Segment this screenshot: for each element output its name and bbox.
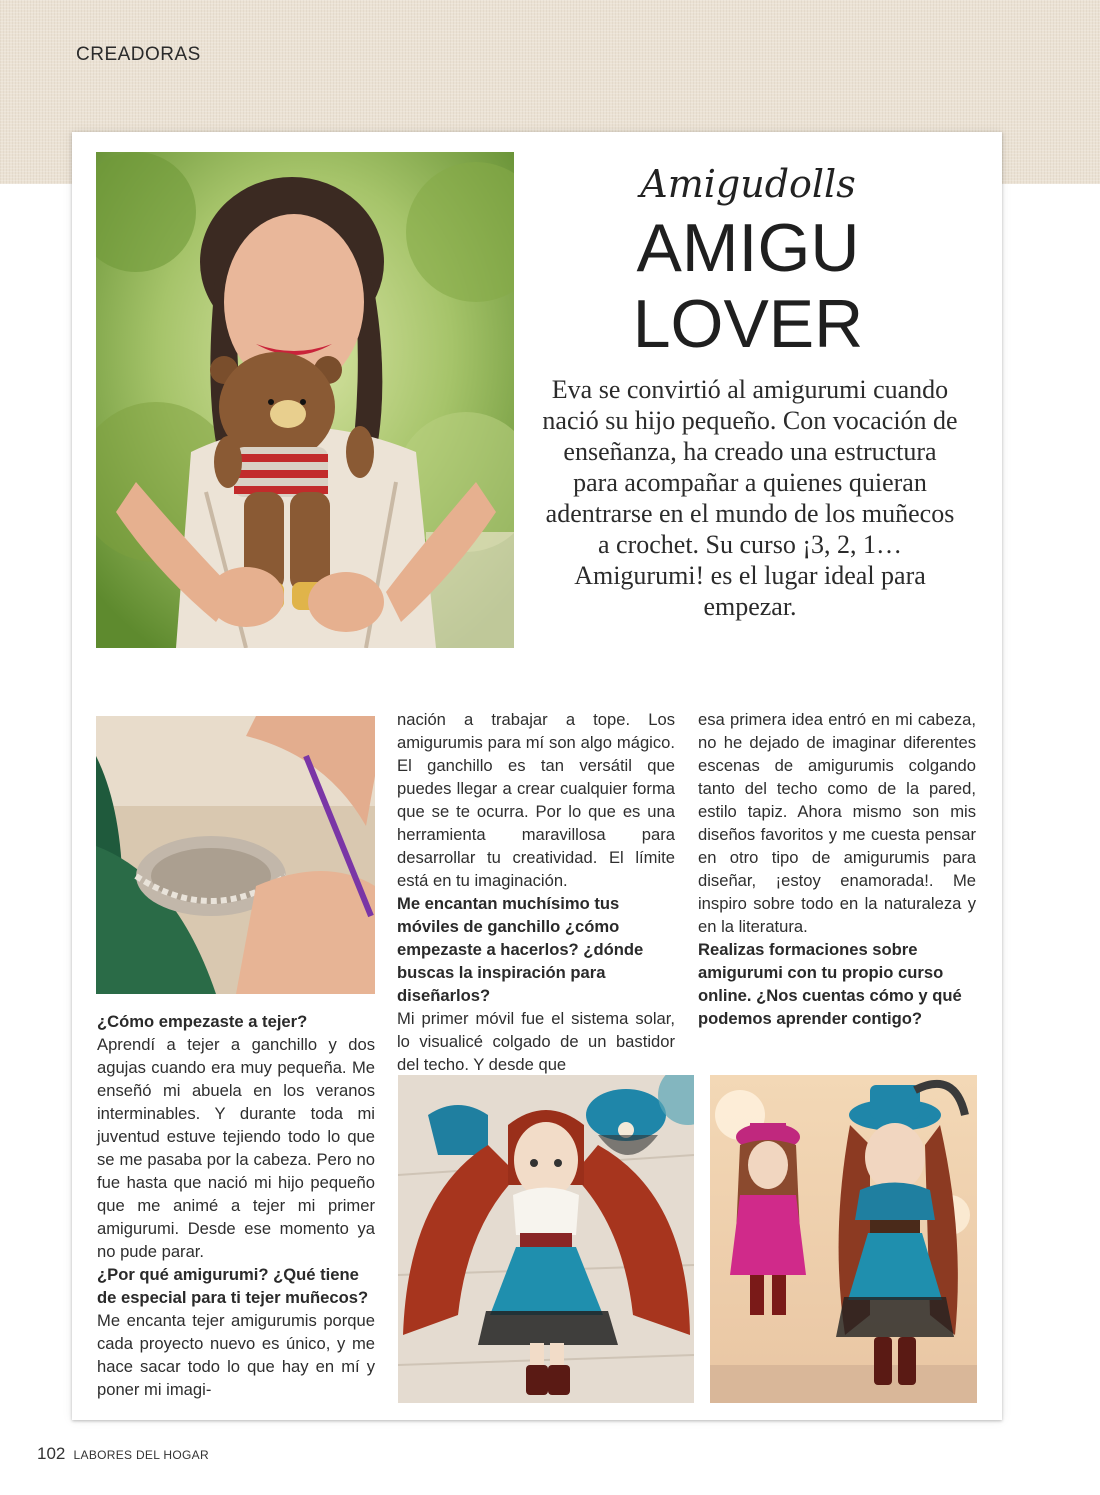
answer-3-continued: esa primera idea entró en mi cabeza, no he dejado de imaginar diferentes escenas de amigurumis colgando tanto del techo como de la pared, estilo tapiz. Ahora mismo son mis diseños favoritos y me cuesta pensar en otro tipo de amigurumis para diseñar, ¡estoy enamorada!. Me inspiro sobre todo en la naturaleza y en la literatura. [698,710,976,936]
question-3: Me encantan muchísimo tus móviles de ganchillo ¿cómo empezaste a hacerlos? ¿dónde buscas la inspiración para diseñarlos? [397,894,644,1005]
script-subtitle: Amigudolls [640,162,856,206]
answer-2-continued: nación a trabajar a tope. Los amigurumis para mí son algo mágico. El ganchillo es tan versátil que puedes llegar a crear cualquier forma que se te ocurra. Por lo que es una herramienta maravillosa para desarrollar tu creatividad. El límite está en tu imaginación. [397,710,675,890]
title-line-2: LOVER [632,286,864,362]
crochet-hands-photo [96,716,375,994]
section-label: CREADORAS [76,44,201,65]
page-footer [37,1444,209,1464]
intro-paragraph: Eva se convirtió al amigurumi cuando nació su hijo pequeño. Con vocación de enseñanza, ha creado una estructura para acompañar a quienes quieran adentrarse en el mundo de los muñecos a crochet. Su curso ¡3, 2, 1… Amigurumi! es el lugar ideal para empezar. [542,375,958,621]
title-line-1: AMIGU [636,210,860,286]
portrait-photo-woman-with-bear [96,152,514,648]
question-2: ¿Por qué amigurumi? ¿Qué tiene de especial para ti tejer muñecos? [97,1265,369,1307]
article-title [520,210,976,362]
answer-3: Mi primer móvil fue el sistema solar, lo visualicé colgado de un bastidor del techo. Y desde que [397,1009,675,1074]
doll-lying-photo [398,1075,694,1403]
page-number: 102 [37,1444,66,1463]
text-column-1 [97,1010,375,1401]
text-column-2 [397,708,675,1076]
answer-1: Aprendí a tejer a ganchillo y dos agujas cuando era muy pequeña. Me enseñó mi abuela en los veranos interminables. Y durante toda mi juventud estuve tejiendo todo lo que se me pasaba por la cabeza. Pero no fue hasta que nació mi hijo pequeño que me animé a tejer mi primer amigurumi. Desde ese momento ya no pude parar. [97,1035,375,1261]
dolls-standing-photo [710,1075,977,1403]
text-column-3 [698,708,976,1030]
magazine-name: LABORES DEL HOGAR [73,1448,209,1462]
answer-2: Me encanta tejer amigurumis porque cada proyecto nuevo es único, y me hace sacar todo lo que hay en mí y poner mi imagi- [97,1311,375,1399]
question-4: Realizas formaciones sobre amigurumi con tu propio curso online. ¿Nos cuentas cómo y qué podemos aprender contigo? [698,940,962,1028]
question-1: ¿Cómo empezaste a tejer? [97,1012,308,1031]
